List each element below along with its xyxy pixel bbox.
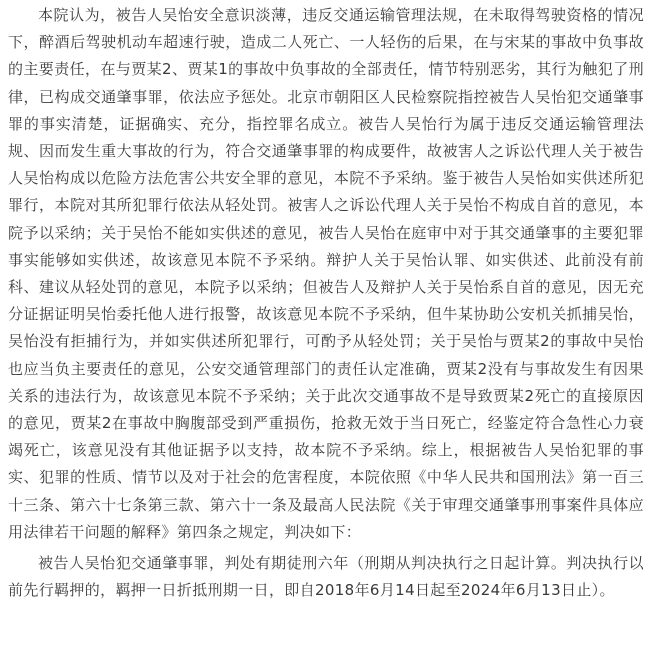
court-opinion-paragraph: 本院认为，被告人吴怡安全意识淡薄，违反交通运输管理法规，在未取得驾驶资格的情况下，醉酒后驾驶机动车超速行驶，造成二人死亡、一人轻伤的后果，在与宋某的事故中负事故的主要责任，在与贾某2、贾某1的事故中负事故的全部责任，情节特别恶劣，其行为触犯了刑律，已构成交通肇事罪，依法应予惩处。北京市朝阳区人民检察院指控被告人吴怡犯交通肇事罪的事实清楚，证据确实、充分，指控罪名成立。被告人吴怡行为属于违反交通运输管理法规、因而发生重大事故的行为，符合交通肇事罪的构成要件，故被害人之诉讼代理人关于被告人吴怡构成以危险方法危害公共安全罪的意见，本院不予采纳。鉴于被告人吴怡如实供述所犯罪行，本院对其所犯罪行依法从轻处罚。被害人之诉讼代理人关于吴怡不构成自首的意见，本院予以采纳；关于吴怡不能如实供述的意见，被告人吴怡在庭审中对于其交通肇事的主要犯罪事实能够如实供述，故该意见本院不予采纳。辩护人关于吴怡认罪、如实供述、此前没有前科、建议从轻处罚的意见，本院予以采纳；但被告人及辩护人关于吴怡系自首的意见，因无充分证据证明吴怡委托他人进行报警，故该意见本院不予采纳，但牛某协助公安机关抓捕吴怡，吴怡没有拒捕行为，并如实供述所犯罪行，可酌予从轻处罚；关于吴怡与贾某2的事故中吴怡也应当负主要责任的意见，公安交通管理部门的责任认定准确，贾某2没有与事故发生有因果关系的违法行为，故该意见本院不予采纳；关于此次交通事故不是导致贾某2死亡的直接原因的意见，贾某2在事故中胸腹部受到严重损伤，抢救无效于当日死亡，经鉴定符合急性心力衰竭死亡，该意见没有其他证据予以支持，故本院不予采纳。综上，根据被告人吴怡犯罪的事实、犯罪的性质、情节以及对于社会的危害程度，本院依照《中华人民共和国刑法》第一百三十三条、第六十七条第三款、第六十一条及最高人民法院《关于审理交通肇事刑事案件具体应用法律若干问题的解释》第四条之规定，判决如下： bbox=[8, 6, 644, 541]
sentence-paragraph: 被告人吴怡犯交通肇事罪，判处有期徒刑六年（刑期从判决执行之日起计算。判决执行以前先行羁押的，羁押一日折抵刑期一日，即自2018年6月14日起至2024年6月13日止）。 bbox=[8, 554, 644, 600]
judgment-text bbox=[8, 2, 644, 604]
